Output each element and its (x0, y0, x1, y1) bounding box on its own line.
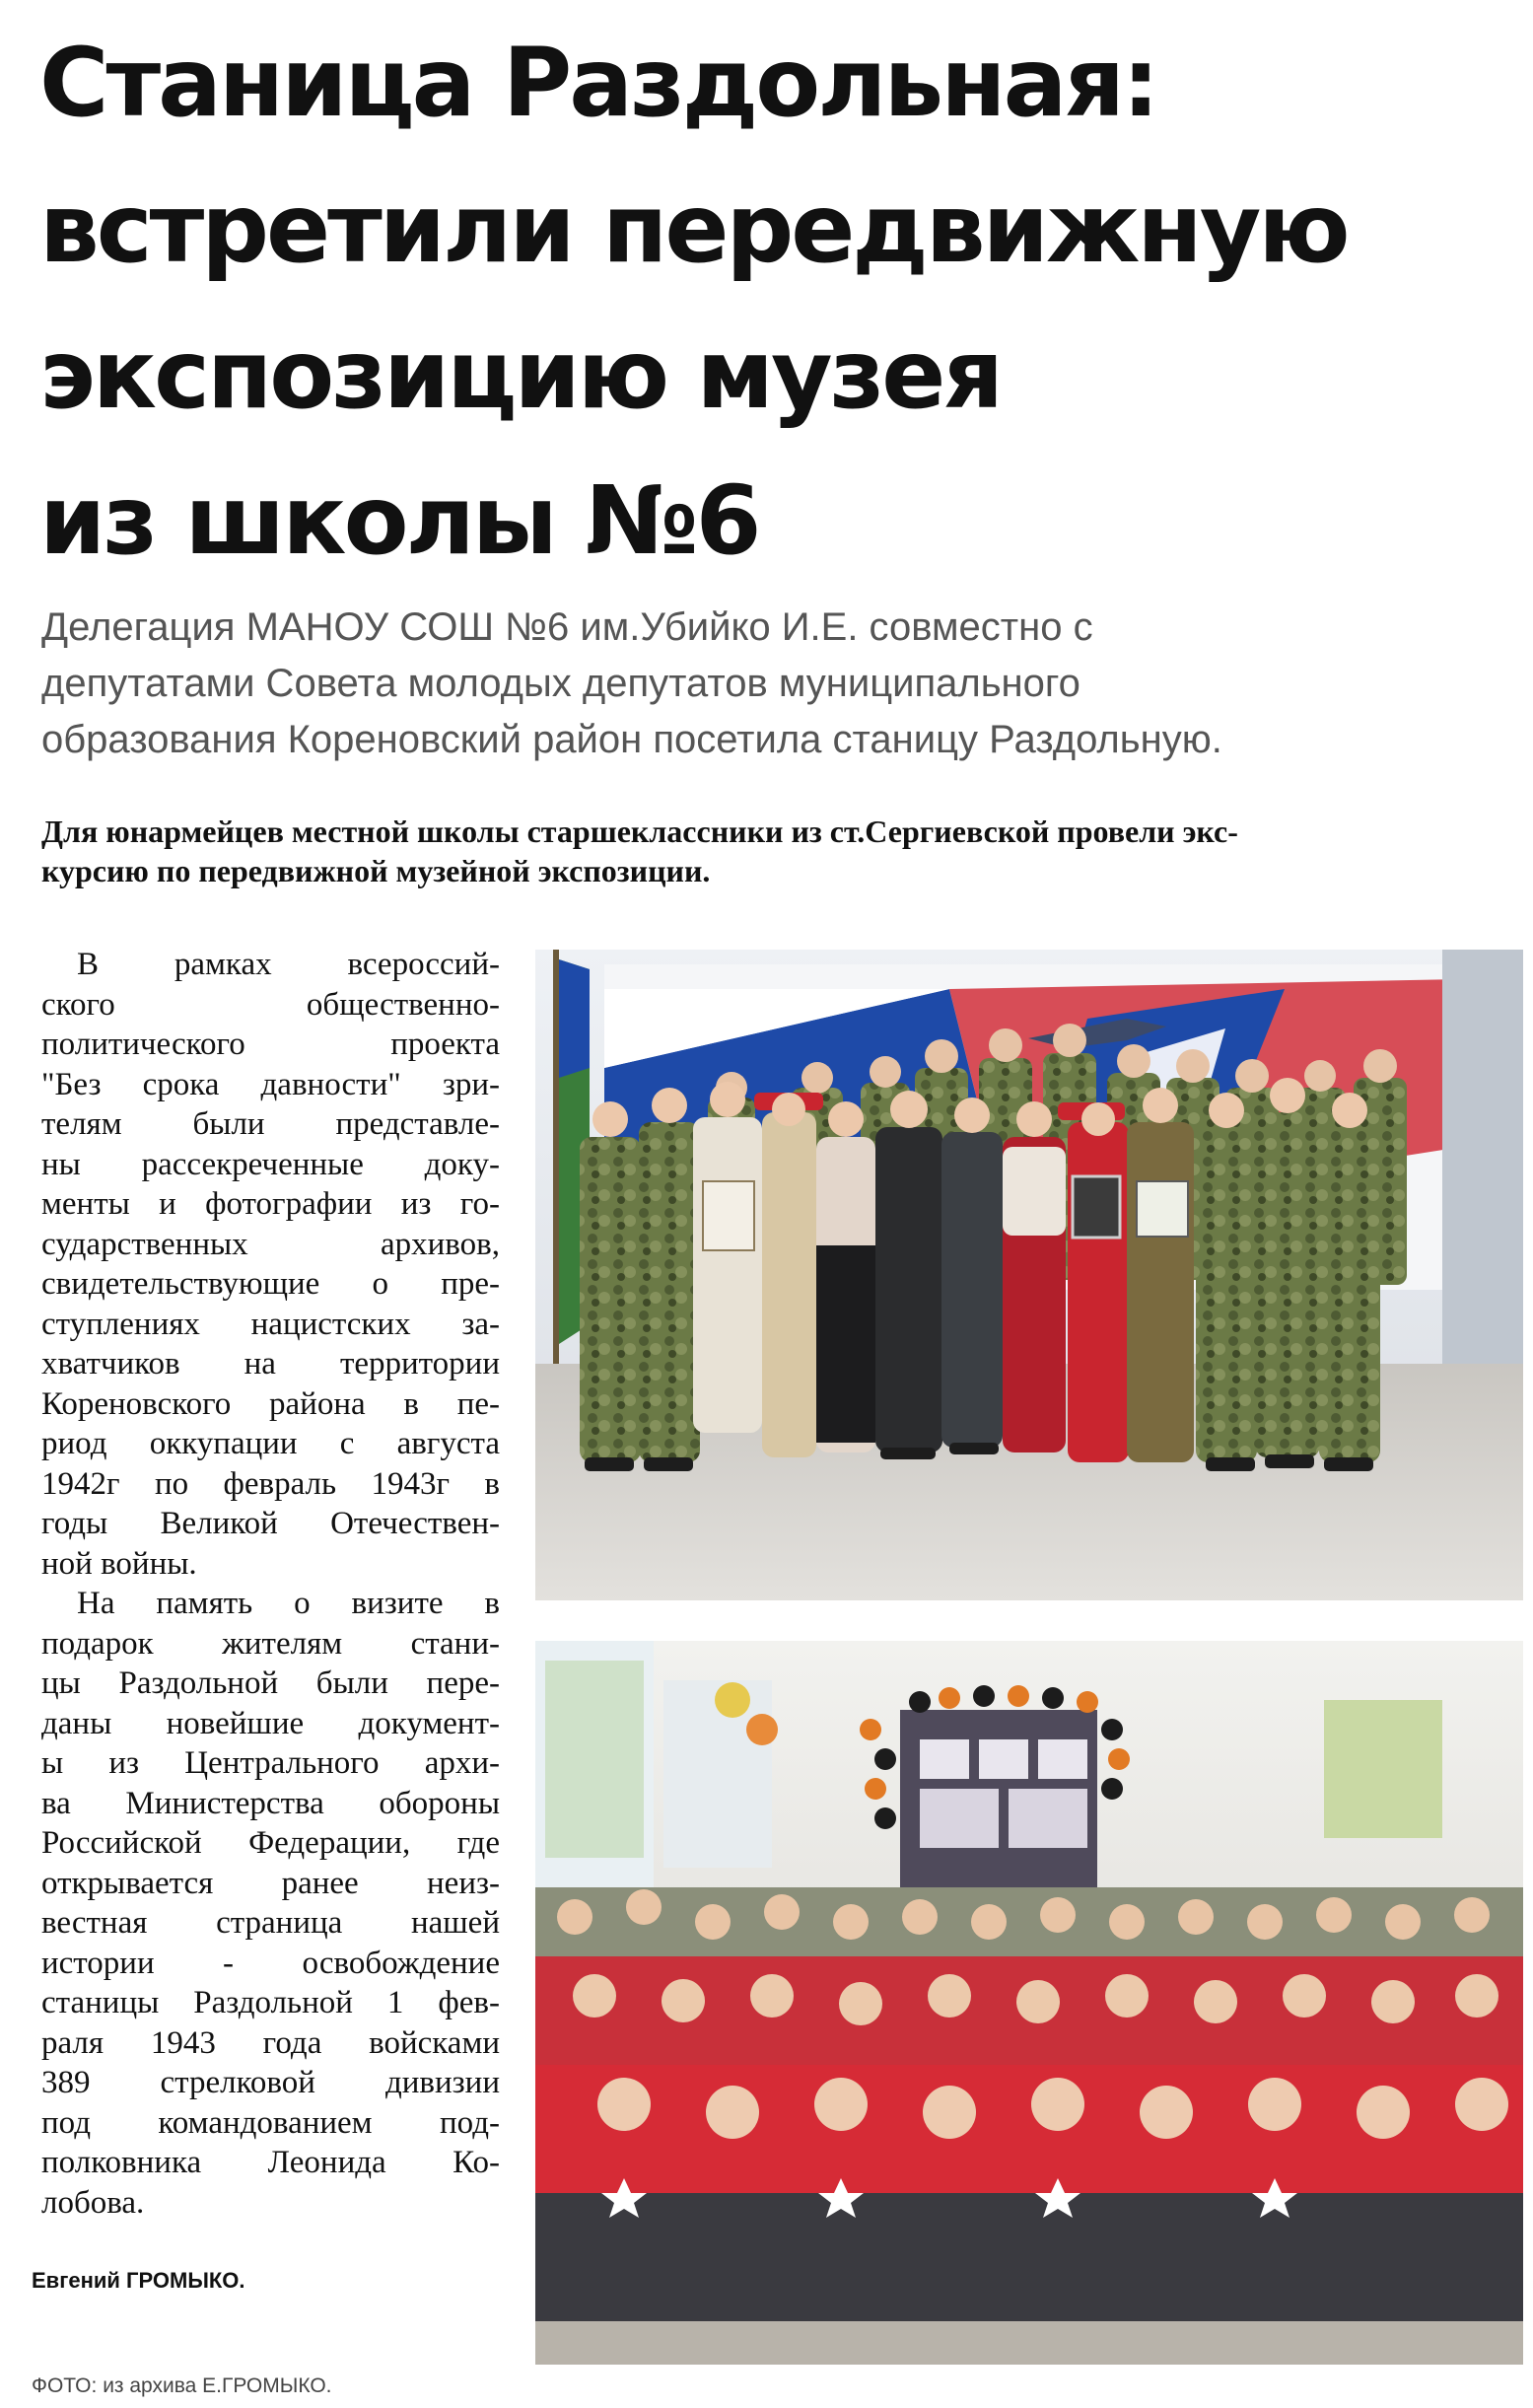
body-line: цы Раздольной были пере- (41, 1665, 500, 1701)
body-line: политического проекта (41, 1027, 500, 1062)
body-line: ны рассекреченные доку- (41, 1146, 500, 1182)
body-line: полковника Леонида Ко- (41, 2145, 500, 2180)
article-body (41, 945, 500, 2223)
article-kicker (41, 812, 1510, 890)
body-line: под командованием под- (41, 2104, 500, 2141)
group-photo (535, 950, 1523, 1600)
body-line: станицы Раздольной 1 фев- (41, 1985, 500, 2020)
body-line: ского общественно- (41, 986, 500, 1023)
body-line: ной войны. (41, 1545, 197, 1582)
lead-line: Делегация МАНОУ СОШ №6 им.Убийко И.Е. совместно с (41, 605, 1093, 649)
photo-icon (535, 950, 1523, 1600)
body-line: В рамках всероссий- (77, 947, 500, 982)
body-line: истории - освобождение (41, 1945, 500, 1981)
body-line: менты и фотографии из го- (41, 1186, 500, 1222)
lead-line: образования Кореновский район посетила станицу Раздольную. (41, 718, 1222, 761)
kicker-line: курсию по передвижной музейной экспозиции. (41, 853, 711, 888)
article-author: Евгений ГРОМЫКО. (32, 2268, 245, 2293)
body-line: ы из Центрального архи- (41, 1745, 500, 1781)
kicker-line: Для юнармейцев местной школы старшеклассники из ст.Сергиевской провели экс- (41, 814, 1238, 849)
body-line: даны новейшие документ- (41, 1705, 500, 1741)
body-line: лобова. (41, 2184, 145, 2221)
audience-photo (535, 1641, 1523, 2365)
photo-credit: ФОТО: из архива Е.ГРОМЫКО. (32, 2374, 332, 2397)
body-line: 1942г по февраль 1943г в (41, 1465, 500, 1502)
body-line: сударственных архивов, (41, 1226, 500, 1262)
headline-line: экспозицию музея (39, 319, 1002, 430)
article-headline (39, 10, 1518, 594)
body-line: ва Министерства обороны (41, 1785, 500, 1821)
body-line: открывается ранее неиз- (41, 1865, 500, 1901)
article-lead (41, 600, 1500, 768)
body-line: раля 1943 года войсками (41, 2024, 500, 2061)
body-line: Российской Федерации, где (41, 1825, 500, 1861)
body-line: 389 стрелковой дивизии (41, 2065, 500, 2100)
headline-line: из школы №6 (39, 465, 759, 576)
headline-line: Станица Раздольная: (39, 28, 1157, 138)
headline-line: встретили передвижную (39, 174, 1348, 284)
body-line: вестная страница нашей (41, 1905, 500, 1941)
photo-icon (535, 1641, 1523, 2365)
body-line: телям были представле- (41, 1106, 500, 1142)
body-line: подарок жителям стани- (41, 1625, 500, 1662)
lead-line: депутатами Совета молодых депутатов муниципального (41, 662, 1080, 705)
body-line: свидетельствующие о пре- (41, 1266, 500, 1302)
body-line: риод оккупации с августа (41, 1426, 500, 1461)
body-line: Кореновского района в пе- (41, 1385, 500, 1422)
body-line: годы Великой Отечествен- (41, 1506, 500, 1541)
body-line: На память о визите в (77, 1586, 500, 1621)
body-line: "Без срока давности" зри- (41, 1066, 500, 1102)
body-line: ступлениях нацистских за- (41, 1306, 500, 1342)
body-line: хватчиков на территории (41, 1346, 500, 1381)
